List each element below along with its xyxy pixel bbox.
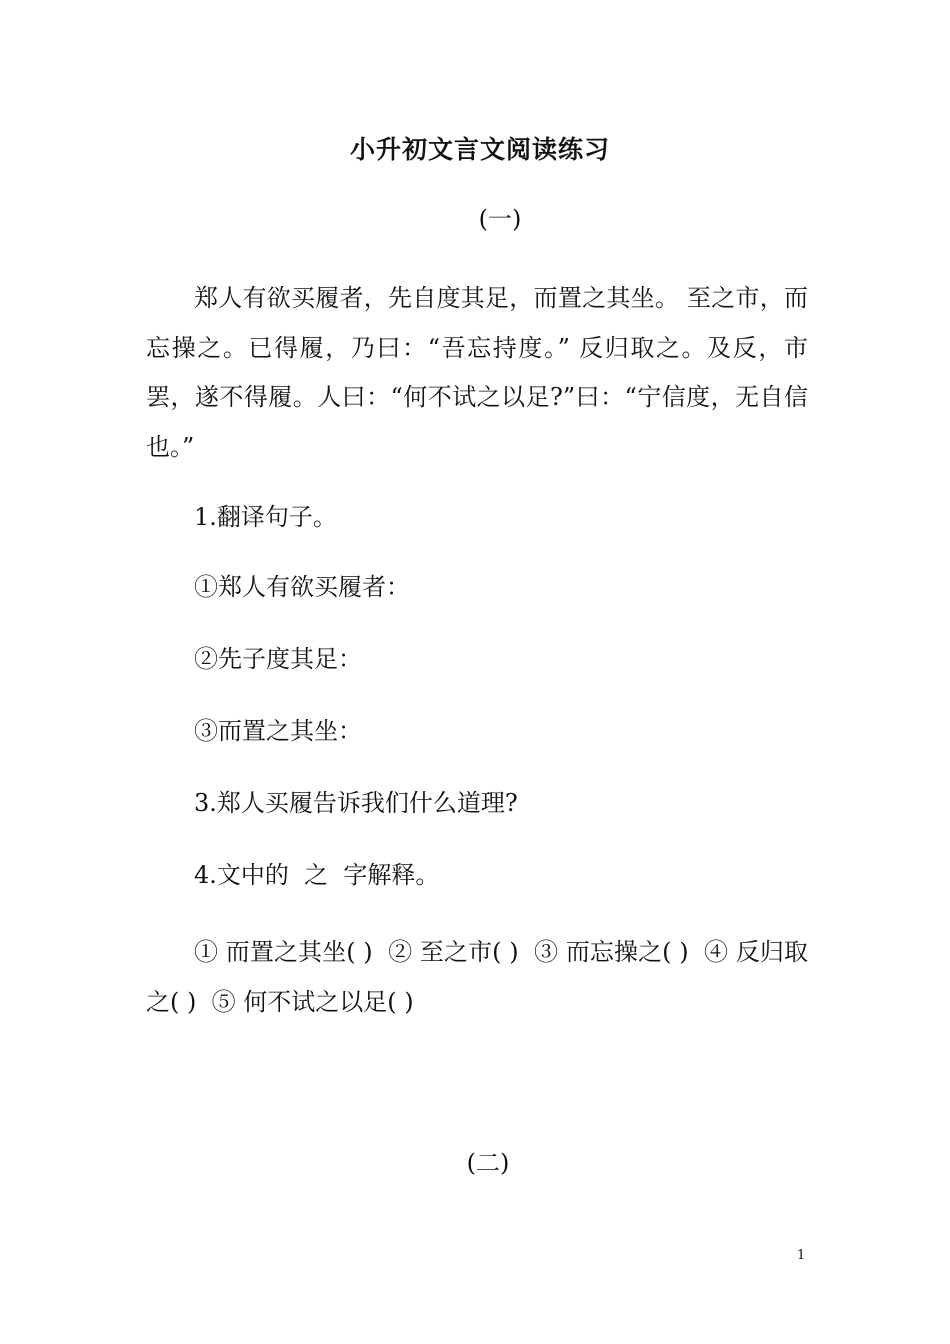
question-1: 1.翻译句子。 [194, 503, 337, 531]
question-1-item-c: ③而置之其坐： [194, 717, 362, 745]
document-title: 小升初文言文阅读练习 [349, 135, 610, 164]
page-number: 1 [797, 1248, 806, 1263]
section-one-heading: (一) [478, 205, 522, 233]
passage-text: 郑人有欲买履者，先自度其足，而置之其坐。 至之市，而忘操之。已得履，乃曰：“吾忘持度。” 反归取之。及反，市罢，遂不得履。人曰：“何不试之以足?”曰：“宁信度，无自信也。” [146, 284, 808, 461]
question-3: 3.郑人买履告诉我们什么道理? [194, 789, 518, 817]
question-4-items: ① 而置之其坐( ) ② 至之市( ) ③ 而忘操之( ) ④ 反归取之( ) ⑤ 何不试之以足( ) [146, 938, 808, 1016]
section-two-heading: (二) [466, 1149, 510, 1177]
question-1-item-b: ②先子度其足： [194, 645, 362, 673]
question-1-item-a: ①郑人有欲买履者： [194, 573, 410, 601]
question-4: 4.文中的 之 字解释。 [194, 861, 440, 889]
